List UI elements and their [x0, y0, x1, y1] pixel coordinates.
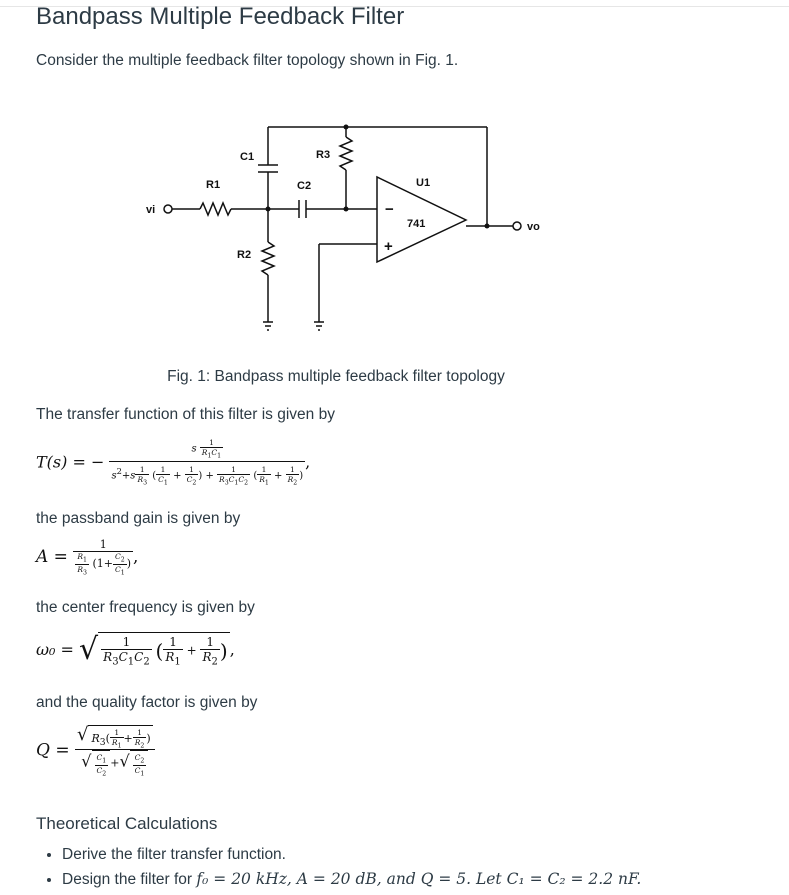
figure-caption: Fig. 1: Bandpass multiple feedback filter topology [167, 368, 505, 385]
quality-factor-equation: Q = √ $R_3$( $\frac{1}{R_1}$ + $\frac{1}{R_2}$ ) √ $\frac{C_1}{C_2}$ +√ $\frac{C_2}{C_1}$ [36, 724, 155, 777]
noninverting-sign: + [384, 238, 393, 255]
opamp-model-label: 741 [407, 218, 426, 230]
quality-intro-text: and the quality factor is given by [36, 694, 258, 711]
circuit-schematic [0, 110, 600, 360]
center-frequency-equation: ω₀ = √ $\frac{1}{R_3C_1C_2}$ ( $\frac{1}{R_1}$ + $\frac{1}{R_2}$ ) , [36, 632, 235, 668]
r3-resistor [340, 137, 352, 170]
transfer-function-equation: T(s) = − s $\frac{1}{R_1C_1}$ $s^2+s$ $\frac{1}{R_3}$ ( $\frac{1}{C_1}$ + $\frac{1}{C_2}$ ) + $\frac{1}{R_3C_1C_2}$ ( $\frac{1}{R_1}$ + $\frac{1}{R_2}$ ) , [36, 438, 311, 486]
gain-equation: A = 1 $\frac{R_1}{R_3}$ (1+ $\frac{C_2}{C_1}$ ) , [36, 538, 139, 576]
list-item: • Derive the filter transfer function. [62, 846, 641, 864]
section-title: Theoretical Calculations [36, 814, 218, 833]
list-item: • Design the filter for f₀ = 20 kHz, A = 20 dB, and Q = 5. Let C₁ = C₂ = 2.2 nF. [62, 870, 641, 889]
vi-label: vi [146, 204, 156, 216]
task-list [40, 846, 641, 895]
r1-resistor [200, 203, 231, 215]
input-terminal [164, 205, 172, 213]
r2-label: R2 [237, 249, 252, 261]
output-terminal [513, 222, 521, 230]
vo-label: vo [527, 221, 540, 233]
inverting-sign: − [385, 201, 394, 218]
c1-label: C1 [240, 151, 255, 163]
r3-label: R3 [316, 149, 331, 161]
frequency-intro-text: the center frequency is given by [36, 599, 255, 616]
transfer-intro-text: The transfer function of this filter is given by [36, 406, 335, 423]
r1-label: R1 [206, 179, 221, 191]
c2-label: C2 [297, 180, 312, 192]
u1-label: U1 [416, 177, 431, 189]
gain-intro-text: the passband gain is given by [36, 510, 241, 527]
intro-text: Consider the multiple feedback filter topology shown in Fig. 1. [36, 52, 459, 69]
page-title: Bandpass Multiple Feedback Filter [36, 3, 405, 30]
r2-resistor [262, 242, 274, 275]
